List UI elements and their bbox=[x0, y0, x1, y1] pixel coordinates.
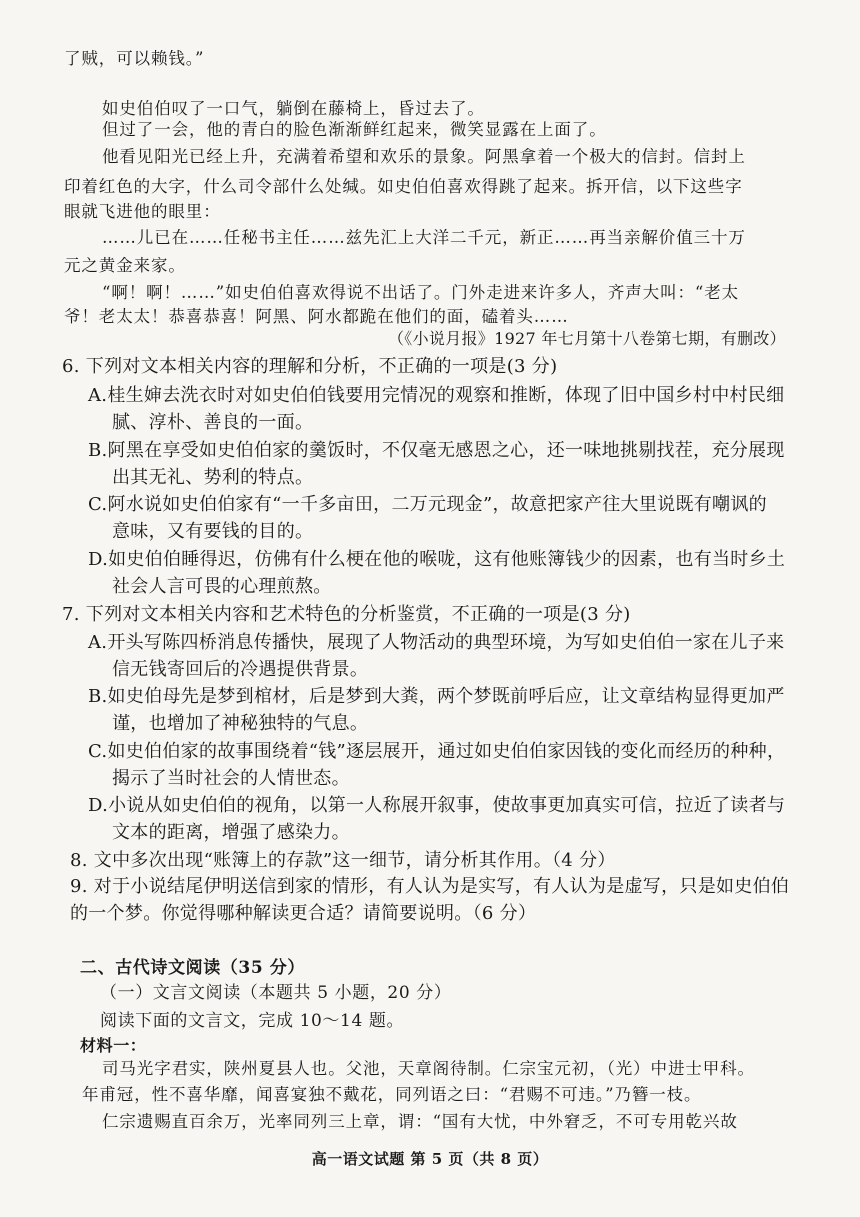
section-2-subheading: （一）文言文阅读（本题共 5 小题，20 分） bbox=[100, 983, 452, 1003]
question-8: 8. 文中多次出现“账簿上的存款”这一细节，请分析其作用。（4 分） bbox=[70, 850, 616, 871]
question-6-option-d-cont: 社会人言可畏的心理煎熬。 bbox=[112, 576, 332, 597]
passage-line: 爷！老太太！恭喜恭喜！阿黑、阿水都跪在他们的面，磕着头…… bbox=[64, 307, 569, 326]
question-7-option-c-cont: 揭示了当时社会的人情世态。 bbox=[112, 768, 350, 789]
passage-line: 眼就飞进他的眼里： bbox=[64, 202, 221, 221]
passage-line: 了贼，可以赖钱。” bbox=[64, 49, 205, 68]
letter-excerpt-line: 元之黄金来家。 bbox=[64, 256, 186, 275]
passage-line: “啊！啊！……”如史伯伯喜欢得说不出话了。门外走进来许多人，齐声大叫：“老太 bbox=[102, 283, 740, 302]
passage-line: 但过了一会，他的青白的脸色渐渐鲜红起来，微笑显露在上面了。 bbox=[102, 120, 607, 139]
letter-excerpt-line: ……儿已在……任秘书主任……兹先汇上大洋二千元，新正……再当亲解价值三十万 bbox=[102, 228, 746, 247]
material-1-label: 材料一： bbox=[80, 1036, 147, 1055]
passage-line: 印着红色的大字，什么司令部什么处缄。如史伯伯喜欢得跳了起来。拆开信，以下这些字 bbox=[64, 177, 743, 196]
question-6-option-b-cont: 出其无礼、势利的特点。 bbox=[112, 467, 314, 488]
section-2-heading: 二、古代诗文阅读（35 分） bbox=[80, 958, 305, 978]
question-9-cont: 的一个梦。你觉得哪种解读更合适？请简要说明。（6 分） bbox=[70, 903, 537, 924]
question-6-option-a-cont: 腻、淳朴、善良的一面。 bbox=[112, 412, 314, 433]
question-7-option-b: B.如史伯母先是梦到棺材，后是梦到大粪，两个梦既前呼后应，让文章结构显得更加严 bbox=[88, 686, 785, 707]
question-9: 9. 对于小说结尾伊明送信到家的情形，有人认为是实写，有人认为是虚写，只是如史伯伯 bbox=[70, 876, 790, 897]
question-7-option-d: D.小说从如史伯伯的视角，以第一人称展开叙事，使故事更加真实可信，拉近了读者与 bbox=[88, 795, 786, 816]
material-line: 司马光字君实，陕州夏县人也。父池，天章阁待制。仁宗宝元初，（光）中进士甲科。 bbox=[102, 1059, 755, 1078]
question-7-stem: 7. 下列对文本相关内容和艺术特色的分析鉴赏，不正确的一项是(3 分) bbox=[62, 604, 631, 625]
question-6-option-b: B.阿黑在享受如史伯伯家的羹饭时，不仅毫无感恩之心，还一味地挑剔找茬，充分展现 bbox=[88, 440, 785, 461]
question-6-option-d: D.如史伯伯睡得迟，仿佛有什么梗在他的喉咙，这有他账簿钱少的因素，也有当时乡土 bbox=[88, 549, 786, 570]
material-line: 仁宗遗赐直百余万，光率同列三上章，谓：“国有大忧，中外窘乏，不可专用乾兴故 bbox=[102, 1112, 738, 1131]
question-7-option-b-cont: 谨，也增加了神秘独特的气息。 bbox=[112, 713, 369, 734]
question-7-option-a-cont: 信无钱寄回后的冷遇提供背景。 bbox=[112, 659, 369, 680]
question-6-option-c: C.阿水说如史伯伯家有“一千多亩田，二万元现金”，故意把家产往大里说既有嘲讽的 bbox=[88, 494, 767, 515]
question-7-option-c: C.如史伯伯家的故事围绕着“钱”逐层展开，通过如史伯伯家因钱的变化而经历的种种， bbox=[88, 741, 786, 762]
passage-source: （《小说月报》1927 年七月第十八卷第七期，有删改） bbox=[388, 329, 786, 348]
section-2-instruction: 阅读下面的文言文，完成 10～14 题。 bbox=[100, 1011, 405, 1031]
question-6-option-c-cont: 意味，又有要钱的目的。 bbox=[112, 521, 314, 542]
passage-line: 他看见阳光已经上升，充满着希望和欢乐的景象。阿黑拿着一个极大的信封。信封上 bbox=[102, 147, 746, 166]
question-6-stem: 6. 下列对文本相关内容的理解和分析，不正确的一项是(3 分) bbox=[62, 356, 558, 377]
material-line: 年甫冠，性不喜华靡，闻喜宴独不戴花，同列语之曰：“君赐不可违。”乃簪一枝。 bbox=[82, 1085, 702, 1104]
passage-line: 如史伯伯叹了一口气，躺倒在藤椅上，昏过去了。 bbox=[102, 99, 485, 118]
question-7-option-d-cont: 文本的距离，增强了感染力。 bbox=[112, 822, 350, 843]
question-6-option-a: A.桂生婶去洗衣时对如史伯伯钱要用完情况的观察和推断，体现了旧中国乡村中村民细 bbox=[88, 385, 785, 406]
question-7-option-a: A.开头写陈四桥消息传播快，展现了人物活动的典型环境，为写如史伯伯一家在儿子来 bbox=[88, 632, 785, 653]
page-footer: 高一语文试题 第 5 页（共 8 页） bbox=[311, 1150, 549, 1168]
